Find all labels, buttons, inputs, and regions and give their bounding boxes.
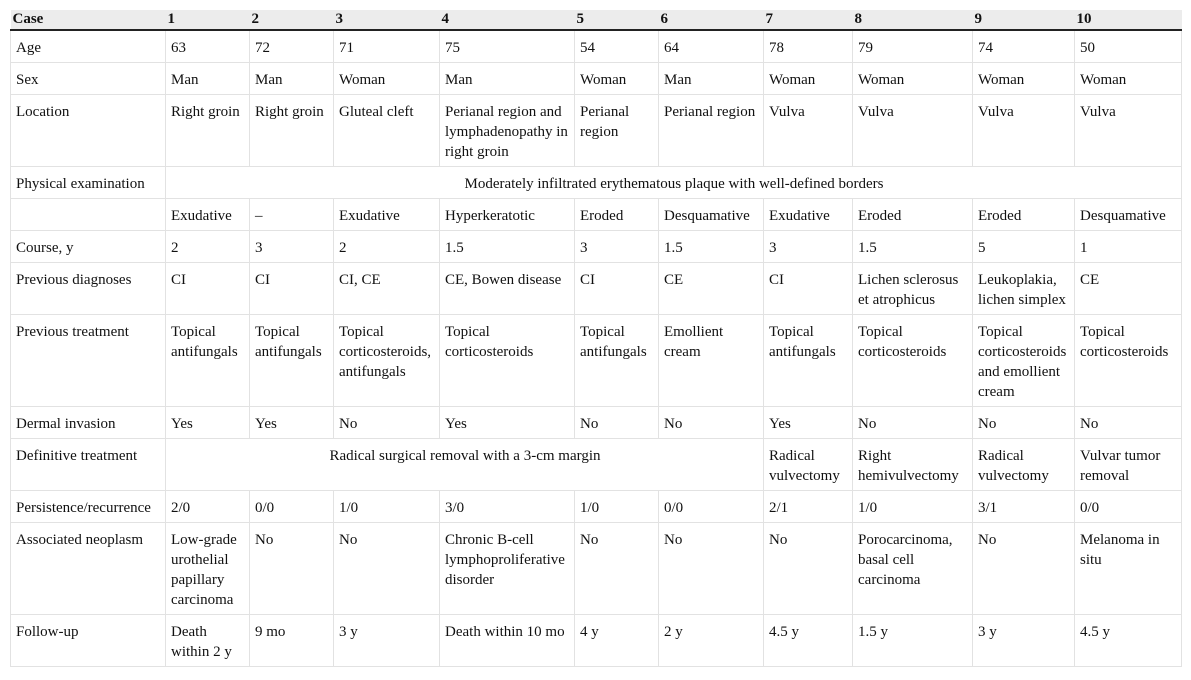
merged-cell: Moderately infiltrated erythematous plaque with well-defined borders <box>166 167 1182 199</box>
table-row <box>11 523 1182 615</box>
table-cell: Eroded <box>973 199 1075 231</box>
table-cell: CE, Bowen disease <box>440 263 575 315</box>
table-cell: Vulva <box>1075 95 1182 167</box>
table-cell: CI <box>764 263 853 315</box>
table-cell: 79 <box>853 30 973 63</box>
table-cell: CI <box>250 263 334 315</box>
table-cell: 78 <box>764 30 853 63</box>
row-label: Course, y <box>11 231 166 263</box>
table-cell: Man <box>166 63 250 95</box>
table-row <box>11 167 1182 199</box>
table-cell: 4 y <box>575 615 659 667</box>
table-cell: 2/0 <box>166 491 250 523</box>
table-cell: No <box>659 523 764 615</box>
table-cell: 0/0 <box>1075 491 1182 523</box>
table-cell: Perianal region and lymphadenopathy in right groin <box>440 95 575 167</box>
header-row <box>11 10 1182 30</box>
table-cell: Vulva <box>764 95 853 167</box>
table-cell: Topical antifungals <box>575 315 659 407</box>
table-cell: 1/0 <box>334 491 440 523</box>
table-cell: No <box>250 523 334 615</box>
row-label: Dermal invasion <box>11 407 166 439</box>
table-cell: 63 <box>166 30 250 63</box>
row-label: Associated neoplasm <box>11 523 166 615</box>
table-row <box>11 95 1182 167</box>
table-cell: 54 <box>575 30 659 63</box>
table-cell: 1 <box>1075 231 1182 263</box>
row-label: Definitive treatment <box>11 439 166 491</box>
table-cell: Perianal region <box>659 95 764 167</box>
table-cell: Woman <box>1075 63 1182 95</box>
table-cell: Woman <box>334 63 440 95</box>
header-case-9: 9 <box>973 10 1075 30</box>
table-cell: 3 y <box>334 615 440 667</box>
header-case-3: 3 <box>334 10 440 30</box>
header-case-6: 6 <box>659 10 764 30</box>
row-label: Persistence/recurrence <box>11 491 166 523</box>
table-cell: 0/0 <box>250 491 334 523</box>
table-row <box>11 491 1182 523</box>
table-cell: 4.5 y <box>764 615 853 667</box>
table-cell: 64 <box>659 30 764 63</box>
table-cell: Death within 2 y <box>166 615 250 667</box>
table-cell: Topical antifungals <box>250 315 334 407</box>
table-cell: 2/1 <box>764 491 853 523</box>
table-cell: 3 <box>575 231 659 263</box>
table-cell: Man <box>250 63 334 95</box>
table-cell: No <box>853 407 973 439</box>
table-cell: No <box>973 523 1075 615</box>
table-cell: 2 y <box>659 615 764 667</box>
table-cell: Topical antifungals <box>764 315 853 407</box>
table-cell: Eroded <box>575 199 659 231</box>
table-cell: Desquamative <box>659 199 764 231</box>
header-case: Case <box>11 10 166 30</box>
header-case-8: 8 <box>853 10 973 30</box>
table-cell: 75 <box>440 30 575 63</box>
table-cell: Emollient cream <box>659 315 764 407</box>
table-cell: No <box>973 407 1075 439</box>
table-cell: 3 y <box>973 615 1075 667</box>
table-cell: Yes <box>440 407 575 439</box>
table-cell: No <box>334 523 440 615</box>
row-label: Age <box>11 30 166 63</box>
table-cell: 0/0 <box>659 491 764 523</box>
table-cell: 3/0 <box>440 491 575 523</box>
table-row <box>11 263 1182 315</box>
table-cell: 3/1 <box>973 491 1075 523</box>
table-cell: Radical vulvectomy <box>764 439 853 491</box>
table-cell: Melanoma in situ <box>1075 523 1182 615</box>
table-cell: Yes <box>166 407 250 439</box>
table-cell: Hyperkeratotic <box>440 199 575 231</box>
table-cell: Woman <box>853 63 973 95</box>
table-cell: Exudative <box>166 199 250 231</box>
table-row <box>11 63 1182 95</box>
table-cell: No <box>334 407 440 439</box>
table-cell: Right hemivulvectomy <box>853 439 973 491</box>
table-cell: Vulva <box>973 95 1075 167</box>
table-row <box>11 199 1182 231</box>
table-cell: CI <box>575 263 659 315</box>
table-cell: Vulva <box>853 95 973 167</box>
table-cell: Low-grade urothelial papillary carcinoma <box>166 523 250 615</box>
table-cell: No <box>1075 407 1182 439</box>
table-cell: Leukoplakia, lichen simplex <box>973 263 1075 315</box>
table-cell: CE <box>659 263 764 315</box>
table-cell: Vulvar tumor removal <box>1075 439 1182 491</box>
table-cell: Porocarcinoma, basal cell carcinoma <box>853 523 973 615</box>
table-cell: Exudative <box>764 199 853 231</box>
table-cell: Topical corticosteroids <box>1075 315 1182 407</box>
table-cell: Perianal region <box>575 95 659 167</box>
table-cell: 74 <box>973 30 1075 63</box>
table-cell: 9 mo <box>250 615 334 667</box>
table-cell: Yes <box>764 407 853 439</box>
table-cell: Chronic B-cell lymphoproliferative disorder <box>440 523 575 615</box>
table-cell: 3 <box>764 231 853 263</box>
table-cell: Radical vulvectomy <box>973 439 1075 491</box>
row-label: Follow-up <box>11 615 166 667</box>
table-cell: 2 <box>334 231 440 263</box>
table-cell: – <box>250 199 334 231</box>
table-cell: 5 <box>973 231 1075 263</box>
row-label: Physical examination <box>11 167 166 199</box>
row-label: Previous diagnoses <box>11 263 166 315</box>
table-cell: Woman <box>973 63 1075 95</box>
table-cell: Eroded <box>853 199 973 231</box>
table-cell: Death within 10 mo <box>440 615 575 667</box>
header-case-2: 2 <box>250 10 334 30</box>
table-cell: No <box>659 407 764 439</box>
table-cell: 1.5 <box>659 231 764 263</box>
table-cell: 1/0 <box>575 491 659 523</box>
table-cell: No <box>764 523 853 615</box>
table-cell: 4.5 y <box>1075 615 1182 667</box>
table-cell: 72 <box>250 30 334 63</box>
merged-cell: Radical surgical removal with a 3-cm margin <box>166 439 764 491</box>
table-cell: Topical corticosteroids <box>853 315 973 407</box>
table-cell: 1.5 <box>440 231 575 263</box>
table-cell: No <box>575 407 659 439</box>
table-cell: Man <box>440 63 575 95</box>
table-row <box>11 231 1182 263</box>
table-cell: CI, CE <box>334 263 440 315</box>
table-row <box>11 30 1182 63</box>
header-case-10: 10 <box>1075 10 1182 30</box>
table-cell: Topical corticosteroids, antifungals <box>334 315 440 407</box>
table-cell: 1.5 <box>853 231 973 263</box>
table-row <box>11 315 1182 407</box>
table-cell: 1.5 y <box>853 615 973 667</box>
header-case-4: 4 <box>440 10 575 30</box>
header-case-5: 5 <box>575 10 659 30</box>
table-cell: 3 <box>250 231 334 263</box>
row-label: Sex <box>11 63 166 95</box>
table-cell: 50 <box>1075 30 1182 63</box>
table-cell: Man <box>659 63 764 95</box>
table-cell: 71 <box>334 30 440 63</box>
row-label <box>11 199 166 231</box>
table-cell: Topical corticosteroids and emollient cream <box>973 315 1075 407</box>
table-cell: Woman <box>575 63 659 95</box>
table-row <box>11 439 1182 491</box>
table-row <box>11 407 1182 439</box>
table-cell: Desquamative <box>1075 199 1182 231</box>
header-case-7: 7 <box>764 10 853 30</box>
row-label: Location <box>11 95 166 167</box>
table-cell: No <box>575 523 659 615</box>
table-body <box>11 30 1182 667</box>
table-cell: Woman <box>764 63 853 95</box>
table-cell: Topical corticosteroids <box>440 315 575 407</box>
table-cell: Yes <box>250 407 334 439</box>
table-cell: 2 <box>166 231 250 263</box>
table-cell: Right groin <box>250 95 334 167</box>
table-cell: Gluteal cleft <box>334 95 440 167</box>
table-cell: Topical antifungals <box>166 315 250 407</box>
table-cell: Exudative <box>334 199 440 231</box>
table-cell: CI <box>166 263 250 315</box>
table-cell: Lichen sclerosus et atrophicus <box>853 263 973 315</box>
table-row <box>11 615 1182 667</box>
table-cell: CE <box>1075 263 1182 315</box>
table-cell: Right groin <box>166 95 250 167</box>
row-label: Previous treatment <box>11 315 166 407</box>
case-table <box>10 10 1182 667</box>
case-table-container <box>10 10 1181 667</box>
header-case-1: 1 <box>166 10 250 30</box>
table-header <box>11 10 1182 30</box>
table-cell: 1/0 <box>853 491 973 523</box>
